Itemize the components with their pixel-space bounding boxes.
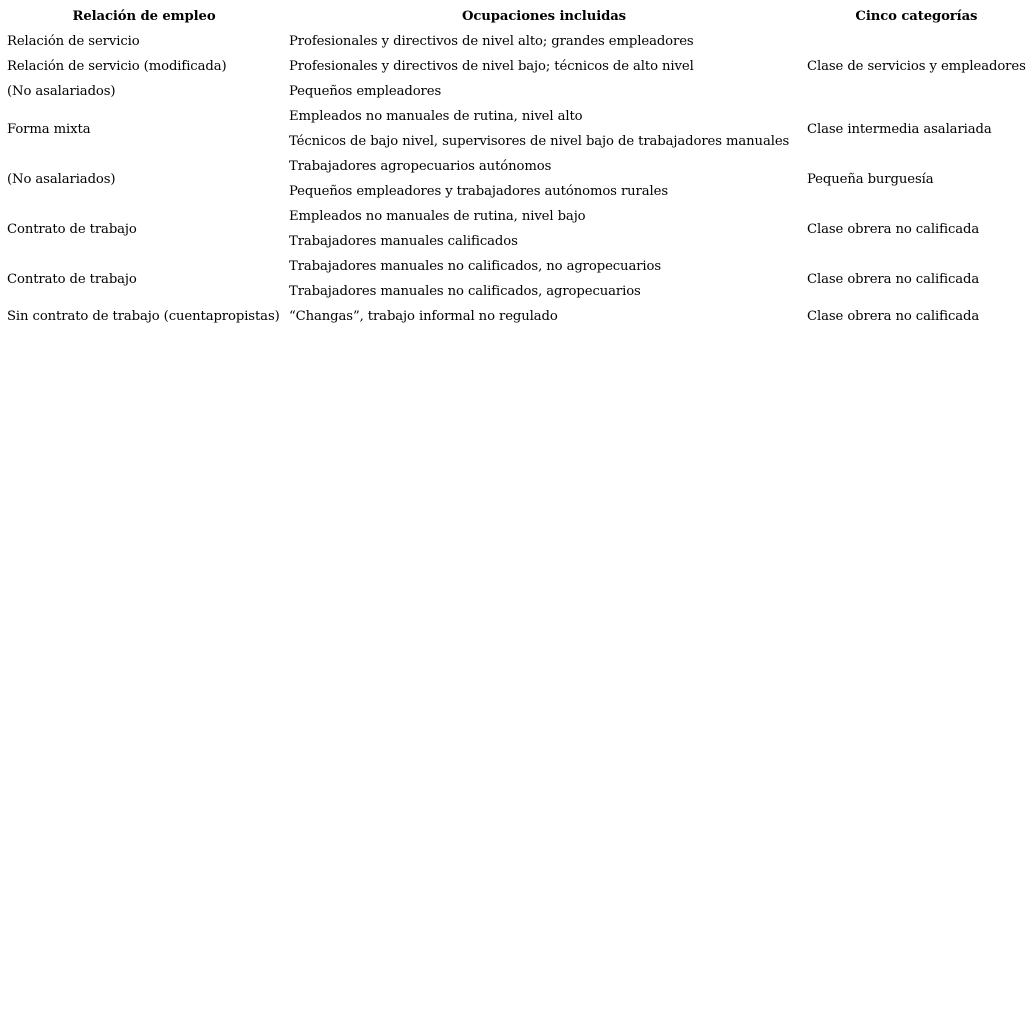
category-cell: Clase obrera no calificada [807, 309, 980, 324]
employment-cell: Contrato de trabajo [7, 221, 137, 237]
table-row [3, 154, 1030, 179]
employment-cell: Relación de servicio [7, 34, 140, 49]
occupation-cell: Profesionales y directivos de nivel bajo; técnicos de alto nivel [289, 59, 694, 74]
occupation-cell: Empleados no manuales de rutina, nivel bajo [289, 209, 586, 224]
header-five-categories: Cinco categorías [855, 9, 978, 24]
category-cell: Clase obrera no calificada [807, 271, 980, 287]
employment-cell: (No asalariados) [7, 84, 116, 99]
table-row [3, 254, 1030, 279]
category-cell: Clase intermedia asalariada [807, 121, 992, 137]
header-row [3, 4, 1030, 29]
employment-cell: Contrato de trabajo [7, 271, 137, 287]
header-included-occupations: Ocupaciones incluidas [461, 9, 627, 24]
occupation-cell: Trabajadores manuales calificados [289, 234, 518, 249]
occupation-cell: “Changas”, trabajo informal no regulado [289, 309, 558, 324]
category-cell: Clase obrera no calificada [807, 221, 980, 237]
category-cell [803, 29, 1030, 54]
employment-cell: (No asalariados) [7, 171, 116, 187]
employment-cell: Forma mixta [7, 121, 91, 137]
table-row [3, 204, 1030, 229]
category-cell: Pequeña burguesía [807, 171, 934, 187]
table-row [3, 79, 1030, 104]
occupation-cell: Pequeños empleadores y trabajadores autónomos rurales [289, 184, 668, 199]
table-row [3, 104, 1030, 129]
occupation-cell: Pequeños empleadores [289, 84, 442, 99]
header-employment-relation: Relación de empleo [72, 9, 216, 24]
category-cell: Clase de servicios y empleadores [807, 59, 1026, 74]
table-row [3, 54, 1030, 79]
occupation-cell: Técnicos de bajo nivel, supervisores de nivel bajo de trabajadores manuales [289, 134, 790, 149]
class-schema-table [3, 4, 1030, 329]
occupation-cell: Trabajadores manuales no calificados, agropecuarios [289, 284, 641, 299]
occupation-cell: Trabajadores agropecuarios autónomos [289, 159, 552, 174]
employment-cell: Relación de servicio (modificada) [7, 59, 227, 74]
employment-cell: Sin contrato de trabajo (cuentapropistas) [7, 309, 280, 324]
occupation-cell: Empleados no manuales de rutina, nivel alto [289, 109, 583, 124]
table-row [3, 29, 1030, 54]
occupation-cell: Profesionales y directivos de nivel alto; grandes empleadores [289, 34, 694, 49]
table-row [3, 304, 1030, 329]
category-cell [803, 79, 1030, 104]
occupation-cell: Trabajadores manuales no calificados, no agropecuarios [289, 259, 662, 274]
